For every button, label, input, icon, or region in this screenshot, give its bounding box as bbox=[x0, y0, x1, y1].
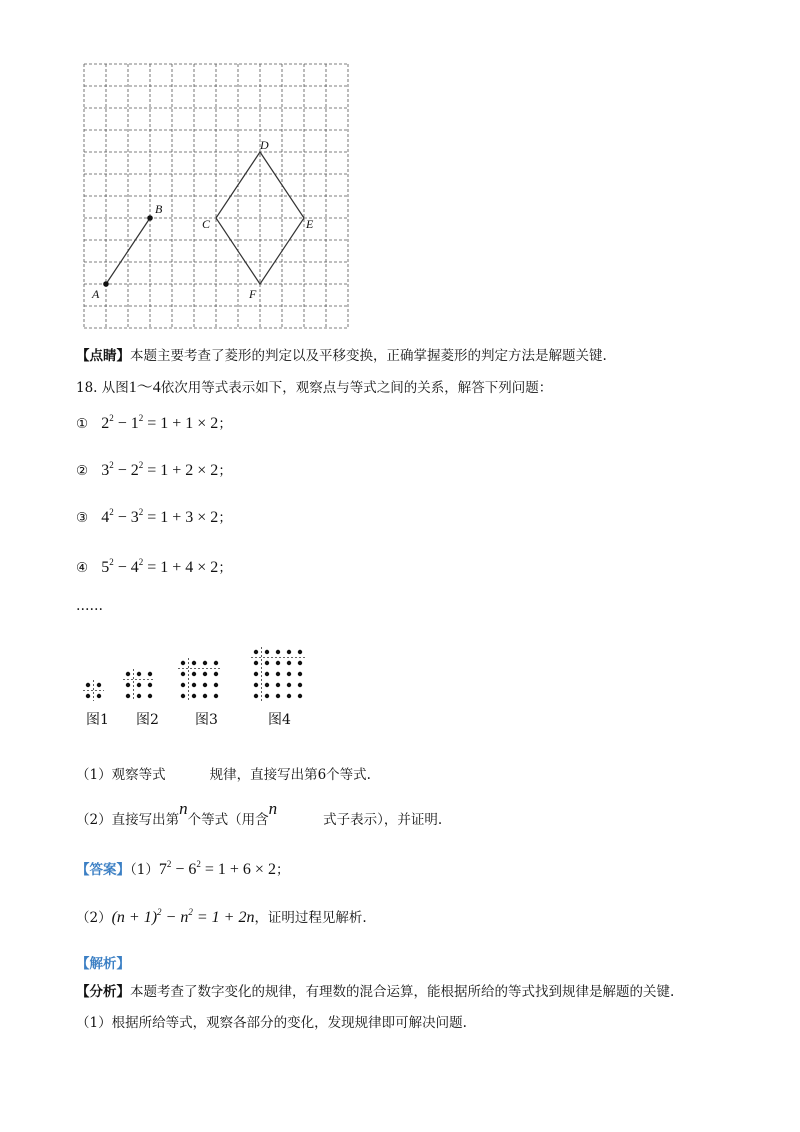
dot bbox=[148, 683, 152, 687]
q18-stem bbox=[76, 374, 552, 397]
dot bbox=[203, 694, 207, 698]
eq-body: $4^2 - 3^2 = 1 + 3 \times 2$ bbox=[101, 507, 219, 526]
dot bbox=[287, 650, 291, 654]
eq-body: $5^2 - 4^2 = 1 + 4 \times 2$ bbox=[101, 557, 219, 576]
label-C: C bbox=[202, 217, 211, 231]
dot bbox=[298, 661, 302, 665]
fenxi-line: 【分析】本题考查了数字变化的规律，有理数的混合运算，能根据所给的等式找到规律是解题的关键. bbox=[76, 984, 675, 1000]
dot bbox=[276, 650, 280, 654]
q18-suffix: 依次用等式表示如下，观察点与等式之间的关系，解答下列问题： bbox=[160, 380, 553, 396]
dot bbox=[265, 694, 269, 698]
label-E: E bbox=[306, 217, 314, 231]
q18-range: 1～4 bbox=[128, 379, 161, 396]
equation-4: ④ $5^2 - 4^2 = 1 + 4 \times 2$； bbox=[76, 557, 232, 576]
dot bbox=[254, 694, 258, 698]
answer-line-2: $(2)(n + 1)^2 - n^2 = 1 + 2n$，证明过程见解析. bbox=[76, 907, 367, 926]
point-A bbox=[103, 281, 109, 287]
dot-figures bbox=[76, 632, 336, 742]
dot bbox=[192, 694, 196, 698]
fig-label-1: 图1 bbox=[86, 712, 109, 728]
dot bbox=[214, 661, 218, 665]
comment-line bbox=[76, 344, 607, 364]
dot bbox=[287, 683, 291, 687]
dot bbox=[276, 694, 280, 698]
label-B: B bbox=[155, 202, 163, 216]
dot bbox=[254, 672, 258, 676]
dot bbox=[126, 683, 130, 687]
ellipsis: …… bbox=[76, 598, 103, 614]
dot bbox=[276, 672, 280, 676]
dot bbox=[287, 694, 291, 698]
dot bbox=[276, 661, 280, 665]
dot bbox=[254, 661, 258, 665]
eq-num: ② bbox=[76, 463, 89, 479]
label-A: A bbox=[92, 287, 100, 301]
comment-tag: 【点睛】 bbox=[76, 348, 130, 364]
dot bbox=[137, 683, 141, 687]
eq-body: $2^2 - 1^2 = 1 + 1 \times 2$ bbox=[101, 413, 219, 432]
dot bbox=[137, 672, 141, 676]
dot bbox=[254, 650, 258, 654]
dot bbox=[126, 672, 130, 676]
dot bbox=[192, 661, 196, 665]
dot bbox=[181, 683, 185, 687]
dot bbox=[265, 683, 269, 687]
equation-3: ③ $4^2 - 3^2 = 1 + 3 \times 2$； bbox=[76, 507, 232, 526]
answer-tag: 【答案】 bbox=[76, 862, 130, 878]
q18-prefix: 18. 从图 bbox=[76, 380, 129, 396]
dot bbox=[298, 650, 302, 654]
analysis-line-1: （1）根据所给等式，观察各部分的变化，发现规律即可解决问题. bbox=[76, 1015, 467, 1031]
dot bbox=[97, 694, 101, 698]
analysis-tag: 【解析】 bbox=[76, 956, 130, 972]
fig-label-2: 图2 bbox=[136, 712, 159, 728]
equation-2: ② $3^2 - 2^2 = 1 + 2 \times 2$； bbox=[76, 460, 232, 479]
eq-num: ④ bbox=[76, 560, 89, 576]
dot bbox=[298, 672, 302, 676]
dot bbox=[298, 694, 302, 698]
dot bbox=[192, 683, 196, 687]
eq-num: ① bbox=[76, 416, 89, 432]
dot bbox=[203, 672, 207, 676]
rhombus-grid-figure bbox=[80, 60, 352, 332]
dot bbox=[254, 683, 258, 687]
dot bbox=[148, 694, 152, 698]
dot bbox=[126, 694, 130, 698]
dot bbox=[181, 672, 185, 676]
dot bbox=[181, 694, 185, 698]
equation-1: ① $2^2 - 1^2 = 1 + 1 \times 2$； bbox=[76, 413, 232, 432]
part-1: （1）观察等式 规律，直接写出第6个等式. bbox=[76, 767, 371, 783]
label-D: D bbox=[260, 138, 269, 152]
dot bbox=[287, 661, 291, 665]
dot bbox=[214, 683, 218, 687]
fig-label-3: 图3 bbox=[195, 712, 218, 728]
answer-line-1: 【答案】$(1)7^2 - 6^2 = 1 + 6 \times 2$； bbox=[76, 859, 290, 878]
dot bbox=[137, 694, 141, 698]
dot bbox=[181, 661, 185, 665]
dot bbox=[86, 694, 90, 698]
dot bbox=[287, 672, 291, 676]
dot bbox=[265, 650, 269, 654]
dot bbox=[148, 672, 152, 676]
part-2: （2）直接写出第n个等式（用含n式子表示），并证明. bbox=[76, 799, 443, 828]
dot bbox=[86, 683, 90, 687]
dot bbox=[97, 683, 101, 687]
point-B bbox=[147, 215, 153, 221]
dot bbox=[265, 672, 269, 676]
eq-body: $3^2 - 2^2 = 1 + 2 \times 2$ bbox=[101, 460, 219, 479]
dot bbox=[214, 694, 218, 698]
dot bbox=[203, 661, 207, 665]
dot bbox=[192, 672, 196, 676]
dot bbox=[298, 683, 302, 687]
dot bbox=[203, 683, 207, 687]
eq-num: ③ bbox=[76, 510, 89, 526]
comment-text: 本题主要考查了菱形的判定以及平移变换，正确掌握菱形的判定方法是解题关键. bbox=[130, 348, 607, 364]
label-F: F bbox=[249, 287, 257, 301]
dot bbox=[276, 683, 280, 687]
fig-label-4: 图4 bbox=[268, 712, 291, 728]
dot bbox=[265, 661, 269, 665]
dot bbox=[214, 672, 218, 676]
